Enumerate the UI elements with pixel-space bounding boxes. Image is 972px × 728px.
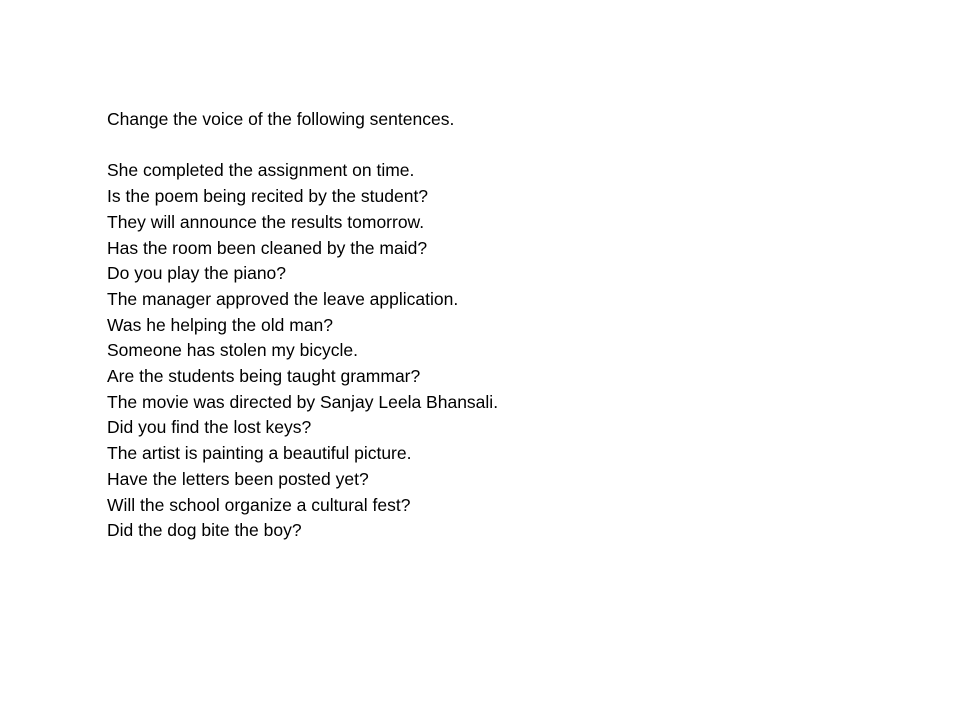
sentence-list [107, 158, 907, 544]
sentence-item: Did the dog bite the boy? [107, 520, 302, 541]
sentence-item: The manager approved the leave application. [107, 288, 459, 309]
sentence-item: Have the letters been posted yet? [107, 468, 369, 489]
sentence-item: Do you play the piano? [107, 263, 287, 284]
sentence-item: Will the school organize a cultural fest? [107, 494, 411, 515]
instruction-text: Change the voice of the following sentences. [107, 109, 455, 129]
blank-line [107, 133, 907, 159]
sentence-item: Is the poem being recited by the student? [107, 186, 429, 207]
sentence-item: Has the room been cleaned by the maid? [107, 237, 428, 258]
sentence-item: Are the students being taught grammar? [107, 366, 421, 387]
sentence-item: Was he helping the old man? [107, 314, 334, 335]
sentence-item: Did you find the lost keys? [107, 417, 312, 438]
slide-content [107, 107, 907, 544]
sentence-item: The movie was directed by Sanjay Leela Bhansali. [107, 391, 499, 412]
sentence-item: They will announce the results tomorrow. [107, 211, 425, 232]
sentence-item: Someone has stolen my bicycle. [107, 340, 358, 361]
sentence-item: She completed the assignment on time. [107, 160, 415, 181]
sentence-item: The artist is painting a beautiful picture. [107, 443, 412, 464]
